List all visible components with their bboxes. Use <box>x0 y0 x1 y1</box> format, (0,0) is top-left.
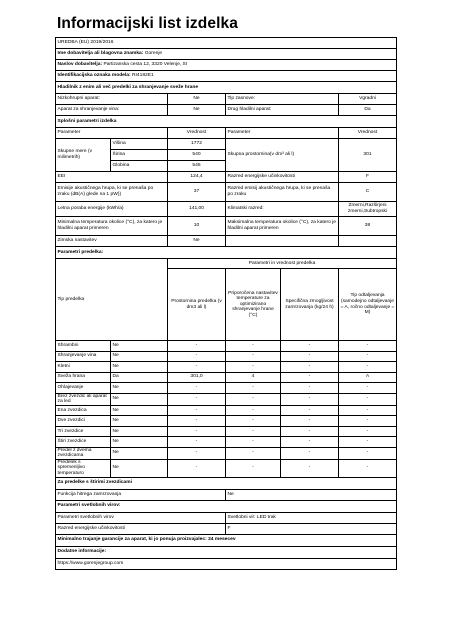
compartment-defrost-type: - <box>339 416 397 427</box>
general-row <box>56 183 397 202</box>
compartment-name: Kletni <box>56 362 111 373</box>
compartment-freezing-capacity: - <box>281 393 339 405</box>
compartment-present: Ne <box>111 383 168 394</box>
compartment-defrost-type: - <box>339 383 397 394</box>
general-row-value: C <box>339 183 397 202</box>
compartment-freezing-capacity: - <box>281 459 339 477</box>
general-row-value: 37 <box>168 183 226 202</box>
general-row-value <box>339 236 397 247</box>
compartment-volume: - <box>168 405 226 416</box>
compartment-present: Da <box>111 372 168 383</box>
supplier-address-row <box>56 60 397 71</box>
compartment-present: Ne <box>111 447 168 459</box>
general-row <box>56 172 397 183</box>
compartment-name: Shranjevanje vina <box>56 351 111 362</box>
compartment-defrost-type: - <box>339 393 397 405</box>
light-type-row <box>56 512 397 523</box>
model-label: Identifikacijska oznaka modela: <box>57 73 131 79</box>
compartment-freezing-capacity: - <box>281 372 339 383</box>
compartment-present: Ne <box>111 393 168 405</box>
general-row-label: Minimalna temperatura okolice (°C), za katero je hladilni aparat primeren <box>56 217 168 236</box>
general-row-label: Razred emisij akustičnega hrupa, ki se prenaša po zraku <box>226 183 339 202</box>
light-class-value: F <box>226 523 397 534</box>
compartment-freezing-capacity: - <box>281 351 339 362</box>
light-type-label: Parametri svetlobnih virov <box>56 512 226 523</box>
compartment-defrost-type: - <box>339 405 397 416</box>
compartment-freezing-capacity: - <box>281 383 339 394</box>
compartment-volume: - <box>168 426 226 437</box>
column-header: Vrednost <box>168 128 226 139</box>
light-class-row <box>56 523 397 534</box>
appliance-row-value: Ne <box>168 105 226 116</box>
compartment-row <box>56 447 397 459</box>
dimension-label: Širina <box>111 150 168 161</box>
compartment-name: Dve zvezdici <box>56 416 111 427</box>
general-section-title: Splošni parametri izdelka <box>56 116 397 128</box>
compartment-defrost-type: - <box>339 447 397 459</box>
general-row <box>56 217 397 236</box>
appliance-row-value: Da <box>339 105 397 116</box>
supplier-name-label: Ime dobavitelja ali blagovna znamka: <box>57 51 144 57</box>
model-row <box>56 71 397 82</box>
compartment-temperature: - <box>226 351 281 362</box>
general-row-value: 141,00 <box>168 202 226 217</box>
compartment-group-row <box>56 259 397 269</box>
compartment-row <box>56 341 397 352</box>
general-row-label: Emisije akustičnega hrupa, ki se prenaša po zraku (dB(A) glede na 1 pW)) <box>56 183 168 202</box>
compartment-row <box>56 405 397 416</box>
light-class-label: Razred energijske učinkovitosti <box>56 523 226 534</box>
general-row-label: Letna poraba energije (kWh/a) <box>56 202 168 217</box>
compartment-temperature: - <box>226 459 281 477</box>
dimension-label: Višina <box>111 139 168 150</box>
appliance-section-title: Hladilnik z enim ali več predelki za shranjevanje sveže hrane <box>56 82 397 94</box>
general-row-value: Ne <box>168 236 226 247</box>
regulation: UREDBA (EU) 2019/2016 <box>56 38 397 49</box>
compartment-present: Ne <box>111 341 168 352</box>
compartment-present: Ne <box>111 459 168 477</box>
compartment-volume: - <box>168 383 226 394</box>
compartment-temperature: - <box>226 405 281 416</box>
model-id: RI4182E1 <box>131 73 154 79</box>
compartment-present: Ne <box>111 437 168 448</box>
appliance-row-label: Aparat za shranjevanje vina: <box>56 105 168 116</box>
compartment-name: Ohlajevanje <box>56 383 111 394</box>
compartment-temperature: - <box>226 341 281 352</box>
compartment-row <box>56 437 397 448</box>
compartment-defrost-type: - <box>339 341 397 352</box>
total-volume-value: 301 <box>339 139 397 172</box>
appliance-row-label: Tip zasnove: <box>226 94 339 105</box>
column-header: Parameter <box>56 128 168 139</box>
light-section-title: Parametri svetlobnih virov: <box>56 500 397 512</box>
compartment-row <box>56 362 397 373</box>
website-link[interactable]: https://www.gorenjegroup.com <box>57 560 124 566</box>
additional-info-title: Dodatne informacije: <box>56 546 397 558</box>
temperature-header: Priporočena nastavitev temperature za optimizirano shranjevanje hrane (°C) <box>226 269 281 341</box>
compartment-volume: - <box>168 459 226 477</box>
compartment-rows <box>56 341 397 478</box>
compartment-freezing-capacity: - <box>281 426 339 437</box>
compartment-volume: - <box>168 341 226 352</box>
general-row-label: Maksimalna temperatura okolice (°C), za katero je hladilni aparat primeren <box>226 217 339 236</box>
compartment-volume: 301,0 <box>168 372 226 383</box>
page-title: Informacijski list izdelka <box>57 15 238 32</box>
supplier-name: Gorenje <box>144 51 163 57</box>
supplier-address-label: Naslov dobavitelja: <box>57 62 103 68</box>
compartment-freezing-capacity: - <box>281 405 339 416</box>
dimensions-label: Skupne mere (v milimetrih) <box>56 139 111 172</box>
light-type-value: Svetlobni vir: LED trak <box>226 512 397 523</box>
appliance-row-label: Nizkohrupni aparat: <box>56 94 168 105</box>
general-row <box>56 202 397 217</box>
compartment-type-header: Tip predelka <box>56 259 168 341</box>
compartment-group-header: Parametri in vrednost predelka <box>168 259 397 269</box>
general-row-label: Zimska nastavitev <box>56 236 168 247</box>
compartment-name: Ena zvezdica <box>56 405 111 416</box>
compartment-defrost-type: - <box>339 426 397 437</box>
four-star-section-title: Za predelke s štirimi zvezdicami <box>56 477 397 489</box>
compartment-name: Shrambni <box>56 341 111 352</box>
compartment-present: Ne <box>111 351 168 362</box>
compartment-volume: - <box>168 447 226 459</box>
fast-freeze-row <box>56 489 397 500</box>
compartment-name: Štiri zvezdice <box>56 437 111 448</box>
fast-freeze-value: Ne <box>226 489 397 500</box>
compartment-defrost-type: - <box>339 362 397 373</box>
freezing-capacity-header: Specifična zmogljivost zamrzovanja (kg/24 h) <box>281 269 339 341</box>
volume-header: Prostornina predelka (v dm3 ali l) <box>168 269 226 341</box>
general-row <box>56 236 397 247</box>
column-header: Vrednost <box>339 128 397 139</box>
general-row-value: 38 <box>339 217 397 236</box>
compartment-temperature: - <box>226 437 281 448</box>
compartment-temperature: - <box>226 393 281 405</box>
compartment-freezing-capacity: - <box>281 341 339 352</box>
compartment-temperature: - <box>226 426 281 437</box>
appliance-row <box>56 105 397 116</box>
compartment-temperature: - <box>226 362 281 373</box>
compartment-row <box>56 383 397 394</box>
compartment-row <box>56 416 397 427</box>
compartment-freezing-capacity: - <box>281 447 339 459</box>
appliance-row-label: Drug hladilni aparat: <box>226 105 339 116</box>
general-row-label: Razred energijske učinkovitosti <box>226 172 339 183</box>
compartment-freezing-capacity: - <box>281 437 339 448</box>
general-row-label <box>226 236 339 247</box>
appliance-row-value: Ne <box>168 94 226 105</box>
compartment-volume: - <box>168 362 226 373</box>
defrost-type-header: Tip odtaljevanja (samodejno odtaljevanje = A, ročno odtaljevanje = M) <box>339 269 397 341</box>
guarantee-value: 24 mesecev <box>208 537 236 543</box>
supplier-address: Partizanska cesta 12, 3320 Velenje, SI <box>103 62 188 68</box>
general-header-row <box>56 128 397 139</box>
dimension-label: Globina <box>111 161 168 172</box>
dimension-value: 545 <box>168 161 226 172</box>
compartment-row <box>56 459 397 477</box>
compartment-present: Ne <box>111 416 168 427</box>
general-row-label: Klimatski razred: <box>226 202 339 217</box>
fast-freeze-label: Funkcija hitrega zamrzovanja <box>56 489 226 500</box>
compartment-section-title: Parametri predelka: <box>56 247 397 259</box>
general-row-value: Zmerni,Razširjeni zmerni,Subtropski <box>339 202 397 217</box>
dimension-value: 540 <box>168 150 226 161</box>
compartment-temperature: 4 <box>226 372 281 383</box>
general-row-value: 10 <box>168 217 226 236</box>
compartment-name: Tri zvezdice <box>56 426 111 437</box>
guarantee-row <box>56 534 397 546</box>
compartment-volume: - <box>168 416 226 427</box>
dimension-value: 1772 <box>168 139 226 150</box>
guarantee-label: Minimalno trajanje garancije za aparat, ki jo ponuja proizvajalec: <box>57 537 207 543</box>
compartment-defrost-type: - <box>339 351 397 362</box>
compartment-present: Ne <box>111 426 168 437</box>
compartment-present: Ne <box>111 362 168 373</box>
compartment-freezing-capacity: - <box>281 362 339 373</box>
appliance-row-value: Vgradni <box>339 94 397 105</box>
compartment-present: Ne <box>111 405 168 416</box>
supplier-name-row <box>56 49 397 60</box>
compartment-name: Brez zvezdic ali aparat za led <box>56 393 111 405</box>
compartment-defrost-type: - <box>339 459 397 477</box>
compartment-volume: - <box>168 437 226 448</box>
compartment-name: Sveža hrana <box>56 372 111 383</box>
website-cell <box>56 558 397 569</box>
compartment-row <box>56 372 397 383</box>
info-table <box>55 37 396 570</box>
general-row-label: EEI <box>56 172 168 183</box>
compartment-name: Predelek s spremenljivo temperaturo <box>56 459 111 477</box>
compartment-temperature: - <box>226 416 281 427</box>
compartment-row <box>56 426 397 437</box>
compartment-name: Predel z dvema zvezdicama <box>56 447 111 459</box>
column-header: Parameter <box>226 128 339 139</box>
compartment-volume: - <box>168 351 226 362</box>
compartment-temperature: - <box>226 383 281 394</box>
compartment-row <box>56 393 397 405</box>
appliance-row <box>56 94 397 105</box>
compartment-temperature: - <box>226 447 281 459</box>
total-volume-label: Skupna prostornina(v dm³ ali l) <box>226 139 339 172</box>
compartment-defrost-type: - <box>339 437 397 448</box>
dimension-row <box>56 139 397 150</box>
general-row-value: F <box>339 172 397 183</box>
compartment-defrost-type: A <box>339 372 397 383</box>
compartment-freezing-capacity: - <box>281 416 339 427</box>
compartment-volume: - <box>168 393 226 405</box>
compartment-row <box>56 351 397 362</box>
general-row-value: 124,4 <box>168 172 226 183</box>
